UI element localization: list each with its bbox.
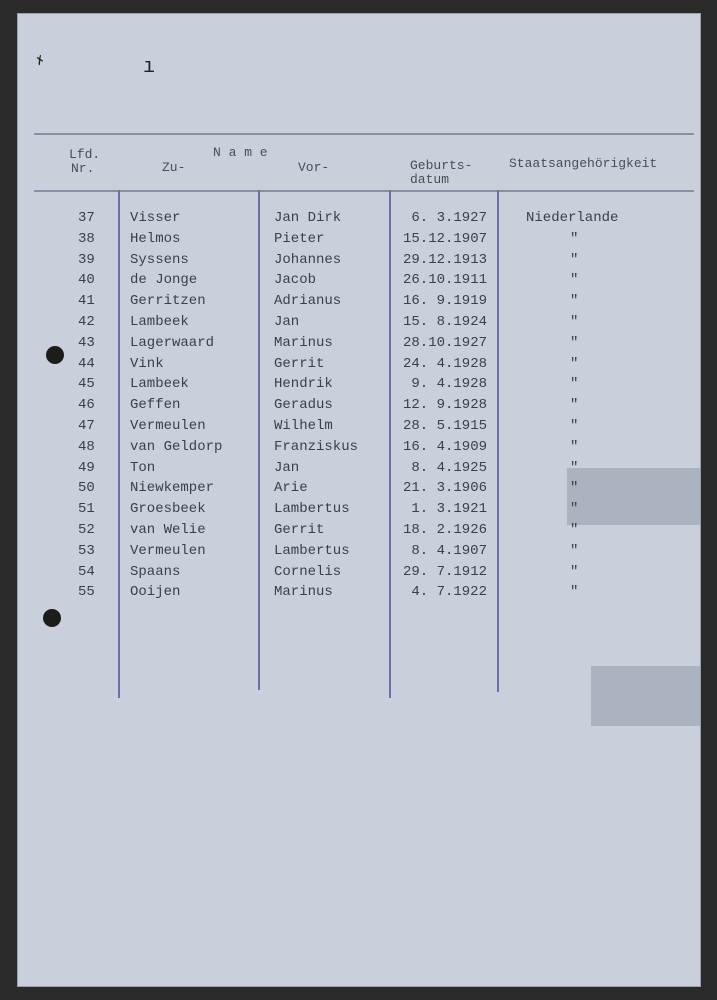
first-name-cell: Franziskus bbox=[274, 438, 359, 455]
header-nr: Nr. bbox=[71, 161, 95, 176]
birth-date-cell: 4. 7.1922 bbox=[411, 584, 487, 601]
row-number-cell: 46 bbox=[78, 397, 95, 414]
birth-date-cell: 15. 8.1924 bbox=[402, 314, 487, 330]
surname-cell: Spaans bbox=[130, 563, 181, 580]
punch-hole-bottom bbox=[43, 609, 61, 627]
first-name-cell: Marinus bbox=[274, 584, 333, 601]
nationality-cell: " bbox=[570, 584, 579, 601]
first-name-cell: Lambertus bbox=[274, 501, 350, 518]
first-name-cell: Gerrit bbox=[274, 355, 325, 372]
first-name-cell: Jan Dirk bbox=[274, 210, 342, 226]
birth-date-cell: 24. 4.1928 bbox=[402, 355, 487, 372]
first-name-cell: Lambertus bbox=[274, 542, 350, 559]
first-name-cell: Jan bbox=[274, 459, 300, 476]
birth-date-cell: 18. 2.1926 bbox=[402, 522, 487, 538]
birth-date-cell: 16. 4.1909 bbox=[402, 438, 487, 455]
nationality-cell: " bbox=[570, 293, 579, 310]
header-geburts: Geburts- bbox=[410, 158, 473, 173]
first-name-cell: Arie bbox=[274, 480, 308, 497]
nationality-cell: " bbox=[570, 314, 579, 330]
header-staatsangehoerigkeit: Staatsangehörigkeit bbox=[509, 156, 658, 171]
row-number-cell: 55 bbox=[78, 584, 95, 601]
birth-date-cell: 1. 3.1921 bbox=[411, 501, 487, 518]
row-number-cell: 53 bbox=[78, 542, 95, 559]
first-name-cell: Gerrit bbox=[274, 522, 325, 538]
birth-date-cell: 28.10.1927 bbox=[402, 334, 487, 351]
birth-date-cell: 12. 9.1928 bbox=[402, 397, 487, 414]
birth-date-cell: 29. 7.1912 bbox=[402, 563, 487, 580]
column-divider bbox=[258, 190, 260, 690]
nationality-cell: " bbox=[570, 251, 579, 268]
row-number-cell: 45 bbox=[78, 376, 95, 393]
header-vor: Vor- bbox=[298, 160, 330, 175]
first-name-cell: Hendrik bbox=[274, 376, 333, 393]
row-number-cell: 52 bbox=[78, 522, 95, 538]
column-divider bbox=[389, 190, 391, 698]
nationality-cell: " bbox=[570, 459, 579, 476]
punch-hole-top bbox=[46, 346, 64, 364]
first-name-cell: Pieter bbox=[274, 230, 325, 247]
surname-cell: Vink bbox=[130, 355, 164, 372]
header-lfd: Lfd. bbox=[69, 147, 101, 162]
table-header-rule bbox=[34, 190, 694, 192]
pencil-mark: ✗ bbox=[32, 51, 49, 70]
first-name-cell: Wilhelm bbox=[274, 418, 333, 434]
nationality-cell: " bbox=[570, 355, 579, 372]
header-name: N a m e bbox=[213, 145, 268, 160]
surname-cell: Helmos bbox=[130, 230, 181, 247]
row-number-cell: 54 bbox=[78, 563, 95, 580]
nationality-cell: " bbox=[570, 522, 579, 538]
table-top-rule bbox=[34, 133, 694, 135]
row-number-cell: 38 bbox=[78, 230, 95, 247]
surname-cell: Lagerwaard bbox=[130, 334, 215, 351]
surname-cell: Syssens bbox=[130, 251, 189, 268]
surname-cell: Vermeulen bbox=[130, 542, 206, 559]
first-name-cell: Jan bbox=[274, 314, 300, 330]
nationality-cell: " bbox=[570, 397, 579, 414]
row-number-cell: 37 bbox=[78, 210, 95, 226]
nationality-cell: " bbox=[570, 272, 579, 289]
nationality-cell: " bbox=[570, 376, 579, 393]
nationality-cell: " bbox=[570, 501, 579, 518]
surname-cell: Niewkemper bbox=[130, 480, 215, 497]
header-zu: Zu- bbox=[162, 160, 186, 175]
first-name-cell: Geradus bbox=[274, 397, 333, 414]
column-divider bbox=[118, 190, 120, 698]
surname-cell: Lambeek bbox=[130, 314, 189, 330]
nationality-cell: " bbox=[570, 438, 579, 455]
column-divider bbox=[497, 190, 499, 692]
first-name-cell: Johannes bbox=[274, 251, 342, 268]
surname-cell: Visser bbox=[130, 210, 181, 226]
birth-date-cell: 21. 3.1906 bbox=[402, 480, 487, 497]
birth-date-cell: 8. 4.1907 bbox=[411, 542, 487, 559]
row-number-cell: 50 bbox=[78, 480, 95, 497]
nationality-cell: " bbox=[570, 230, 579, 247]
nationality-cell: Niederlande bbox=[526, 210, 619, 226]
tape-strip bbox=[591, 666, 700, 726]
row-number-cell: 47 bbox=[78, 418, 95, 434]
surname-cell: Gerritzen bbox=[130, 293, 206, 310]
surname-cell: Vermeulen bbox=[130, 418, 206, 434]
surname-cell: Geffen bbox=[130, 397, 181, 414]
row-number-cell: 39 bbox=[78, 251, 95, 268]
first-name-cell: Adrianus bbox=[274, 293, 342, 310]
row-number-cell: 40 bbox=[78, 272, 95, 289]
nationality-cell: " bbox=[570, 480, 579, 497]
nationality-cell: " bbox=[570, 542, 579, 559]
first-name-cell: Jacob bbox=[274, 272, 317, 289]
row-number-cell: 49 bbox=[78, 459, 95, 476]
surname-cell: van Welie bbox=[130, 522, 206, 538]
surname-cell: Ooijen bbox=[130, 584, 181, 601]
nationality-cell: " bbox=[570, 418, 579, 434]
first-name-cell: Cornelis bbox=[274, 563, 342, 580]
row-number-cell: 42 bbox=[78, 314, 95, 330]
first-name-cell: Marinus bbox=[274, 334, 333, 351]
header-datum: datum bbox=[410, 172, 450, 187]
birth-date-cell: 15.12.1907 bbox=[402, 230, 487, 247]
row-number-cell: 43 bbox=[78, 334, 95, 351]
surname-cell: van Geldorp bbox=[130, 438, 223, 455]
surname-cell: de Jonge bbox=[130, 272, 198, 289]
birth-date-cell: 8. 4.1925 bbox=[411, 459, 487, 476]
birth-date-cell: 29.12.1913 bbox=[402, 251, 487, 268]
row-number-cell: 41 bbox=[78, 293, 95, 310]
surname-cell: Ton bbox=[130, 459, 156, 476]
birth-date-cell: 6. 3.1927 bbox=[411, 210, 487, 226]
row-number-cell: 48 bbox=[78, 438, 95, 455]
nationality-cell: " bbox=[570, 334, 579, 351]
pencil-stroke: ı bbox=[143, 56, 156, 79]
nationality-cell: " bbox=[570, 563, 579, 580]
surname-cell: Lambeek bbox=[130, 376, 189, 393]
birth-date-cell: 16. 9.1919 bbox=[402, 293, 487, 310]
surname-cell: Groesbeek bbox=[130, 501, 206, 518]
birth-date-cell: 9. 4.1928 bbox=[411, 376, 487, 393]
tape-strip bbox=[567, 468, 700, 525]
row-number-cell: 44 bbox=[78, 355, 95, 372]
birth-date-cell: 26.10.1911 bbox=[402, 272, 487, 289]
birth-date-cell: 28. 5.1915 bbox=[402, 418, 487, 434]
row-number-cell: 51 bbox=[78, 501, 95, 518]
